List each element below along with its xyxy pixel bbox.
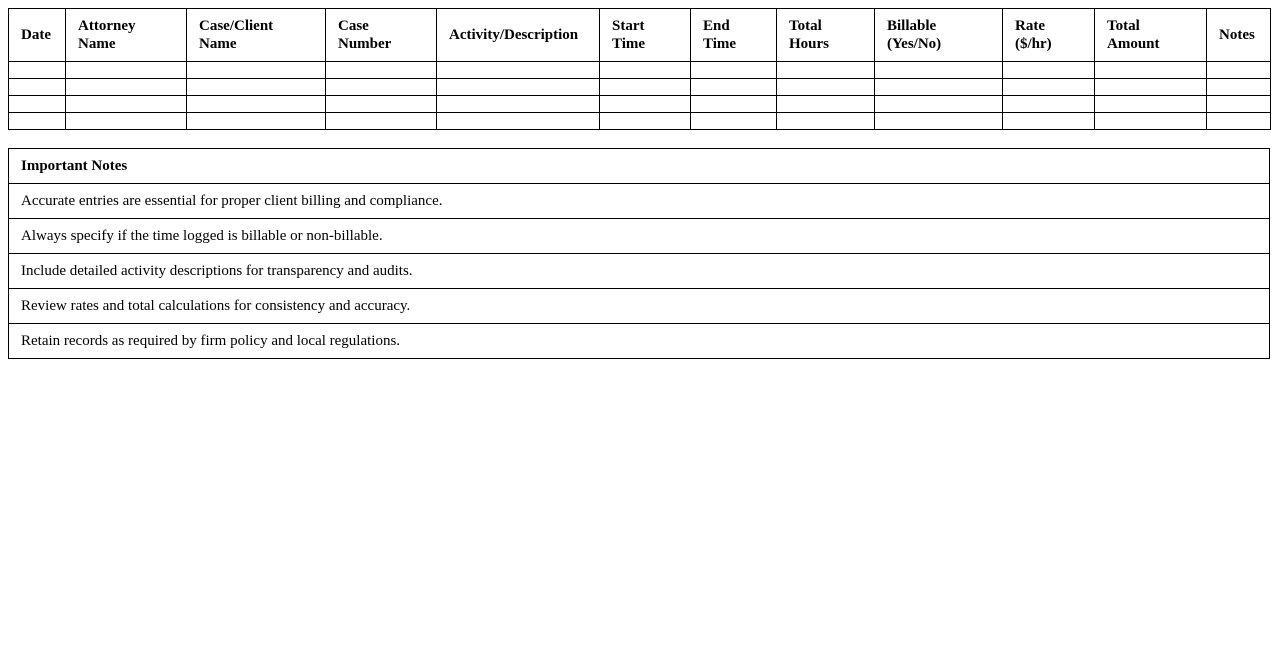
table-cell-activity-description[interactable] [437, 96, 600, 113]
table-cell-activity-description[interactable] [437, 113, 600, 130]
column-header-notes: Notes [1207, 9, 1271, 62]
table-cell-billable[interactable] [875, 113, 1003, 130]
column-header-billable: Billable (Yes/No) [875, 9, 1003, 62]
table-cell-billable[interactable] [875, 62, 1003, 79]
table-cell-attorney-name[interactable] [66, 113, 187, 130]
table-cell-billable[interactable] [875, 79, 1003, 96]
table-cell-date[interactable] [9, 62, 66, 79]
table-cell-start-time[interactable] [600, 79, 691, 96]
column-header-case-number: Case Number [326, 9, 437, 62]
note-item: Retain records as required by firm policy and local regulations. [9, 324, 1270, 359]
table-cell-case-number[interactable] [326, 79, 437, 96]
table-cell-start-time[interactable] [600, 113, 691, 130]
table-cell-total-hours[interactable] [777, 96, 875, 113]
table-cell-total-hours[interactable] [777, 62, 875, 79]
page-content [8, 8, 1270, 359]
table-row [9, 96, 1271, 113]
table-cell-case-number[interactable] [326, 113, 437, 130]
table-cell-case-client-name[interactable] [187, 96, 326, 113]
note-item: Accurate entries are essential for proper client billing and compliance. [9, 184, 1270, 219]
table-cell-notes[interactable] [1207, 62, 1271, 79]
table-cell-total-hours[interactable] [777, 113, 875, 130]
note-row [9, 324, 1270, 359]
table-cell-total-hours[interactable] [777, 79, 875, 96]
table-cell-attorney-name[interactable] [66, 96, 187, 113]
notes-header-row [9, 149, 1270, 184]
column-header-attorney-name: Attorney Name [66, 9, 187, 62]
table-cell-attorney-name[interactable] [66, 62, 187, 79]
table-cell-rate[interactable] [1003, 79, 1095, 96]
table-cell-total-amount[interactable] [1095, 79, 1207, 96]
table-cell-end-time[interactable] [691, 96, 777, 113]
note-item: Review rates and total calculations for consistency and accuracy. [9, 289, 1270, 324]
table-cell-activity-description[interactable] [437, 62, 600, 79]
table-cell-case-number[interactable] [326, 62, 437, 79]
note-row [9, 289, 1270, 324]
table-cell-date[interactable] [9, 96, 66, 113]
notes-title: Important Notes [9, 149, 1270, 184]
note-row [9, 219, 1270, 254]
column-header-activity-description: Activity/Description [437, 9, 600, 62]
table-cell-notes[interactable] [1207, 79, 1271, 96]
table-cell-total-amount[interactable] [1095, 96, 1207, 113]
table-cell-end-time[interactable] [691, 113, 777, 130]
table-cell-case-client-name[interactable] [187, 113, 326, 130]
table-cell-rate[interactable] [1003, 113, 1095, 130]
table-cell-start-time[interactable] [600, 96, 691, 113]
table-cell-case-client-name[interactable] [187, 79, 326, 96]
table-cell-total-amount[interactable] [1095, 113, 1207, 130]
table-cell-end-time[interactable] [691, 79, 777, 96]
table-row [9, 113, 1271, 130]
note-item: Always specify if the time logged is billable or non-billable. [9, 219, 1270, 254]
column-header-end-time: End Time [691, 9, 777, 62]
column-header-case-client-name: Case/Client Name [187, 9, 326, 62]
column-header-total-hours: Total Hours [777, 9, 875, 62]
time-log-table [8, 8, 1271, 130]
column-header-start-time: Start Time [600, 9, 691, 62]
note-row [9, 254, 1270, 289]
table-cell-activity-description[interactable] [437, 79, 600, 96]
table-cell-notes[interactable] [1207, 96, 1271, 113]
table-cell-end-time[interactable] [691, 62, 777, 79]
table-cell-attorney-name[interactable] [66, 79, 187, 96]
table-cell-rate[interactable] [1003, 96, 1095, 113]
table-cell-start-time[interactable] [600, 62, 691, 79]
table-cell-case-client-name[interactable] [187, 62, 326, 79]
table-row [9, 62, 1271, 79]
note-row [9, 184, 1270, 219]
table-cell-total-amount[interactable] [1095, 62, 1207, 79]
header-row [9, 9, 1271, 62]
column-header-rate: Rate ($/hr) [1003, 9, 1095, 62]
column-header-total-amount: Total Amount [1095, 9, 1207, 62]
column-header-date: Date [9, 9, 66, 62]
table-cell-rate[interactable] [1003, 62, 1095, 79]
table-cell-billable[interactable] [875, 96, 1003, 113]
table-cell-date[interactable] [9, 113, 66, 130]
note-item: Include detailed activity descriptions for transparency and audits. [9, 254, 1270, 289]
table-row [9, 79, 1271, 96]
table-cell-notes[interactable] [1207, 113, 1271, 130]
table-cell-date[interactable] [9, 79, 66, 96]
important-notes-table [8, 148, 1270, 359]
table-cell-case-number[interactable] [326, 96, 437, 113]
